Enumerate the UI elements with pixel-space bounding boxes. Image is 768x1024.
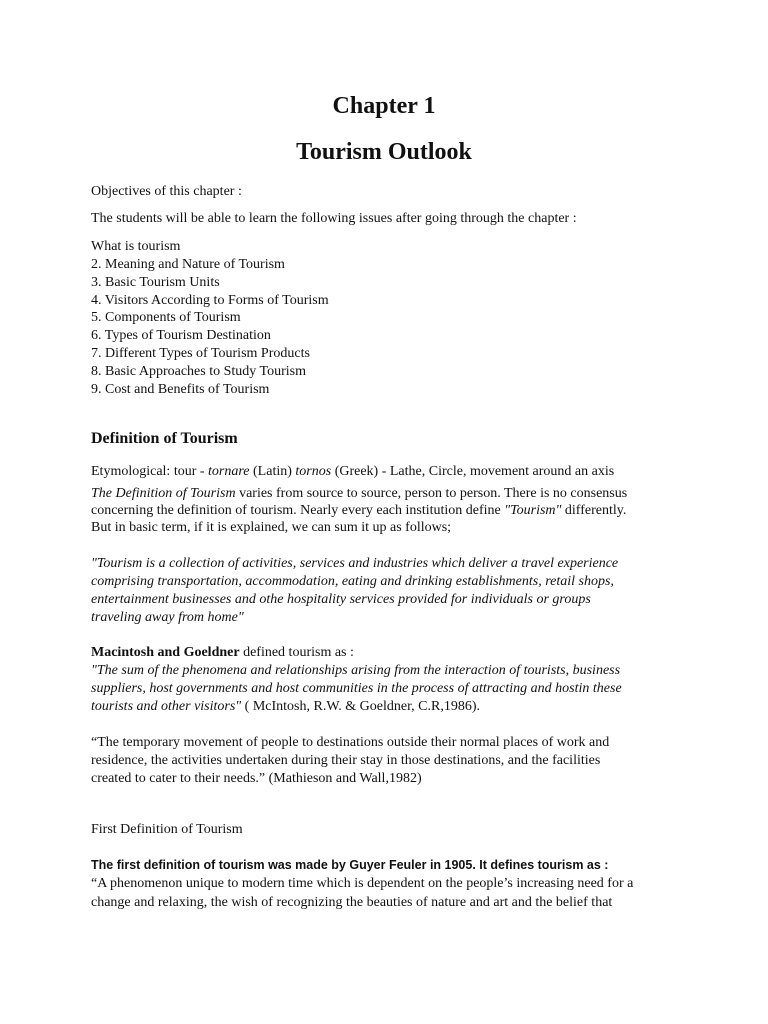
objective-item: What is tourism (91, 239, 181, 254)
etymology-line (91, 463, 614, 481)
objective-item: 3. Basic Tourism Units (91, 275, 220, 290)
quote-line: "Tourism is a collection of activities, services and industries which deliver a travel experience (91, 556, 619, 571)
definition-quoted-word: "Tourism" (504, 503, 562, 518)
citation: ( McIntosh, R.W. & Goeldner, C.R,1986). (241, 699, 481, 714)
definition-text: varies from source to source, person to person. There is no consensus (235, 486, 628, 501)
first-definition-label: First Definition of Tourism (91, 822, 243, 837)
quote-line: traveling away from home" (91, 610, 244, 625)
objective-item: 2. Meaning and Nature of Tourism (91, 257, 285, 272)
etymology-prefix: Etymological: tour - (91, 464, 209, 479)
etymology-rest: (Greek) - Lathe, Circle, movement around an axis (331, 464, 615, 479)
author-names: Macintosh and Goeldner (91, 645, 240, 660)
chapter-number: Chapter 1 (332, 93, 436, 119)
quote-line: suppliers, host governments and host communities in the process of attracting and hostin these (91, 681, 622, 696)
quote-line: created to cater to their needs.” (Mathieson and Wall,1982) (91, 771, 422, 786)
objective-item: 6. Types of Tourism Destination (91, 328, 271, 343)
quote-line-with-citation (91, 698, 480, 716)
objectives-intro: The students will be able to learn the following issues after going through the chapter : (91, 211, 577, 226)
macintosh-intro (91, 644, 354, 662)
first-definition-intro: The first definition of tourism was made by Guyer Feuler in 1905. It defines tourism as : (91, 858, 609, 872)
quote-line: comprising transportation, accommodation, eating and drinking establishments, retail shops, (91, 574, 614, 589)
quote-line: entertainment businesses and othe hospitality services provided for individuals or groups (91, 592, 591, 607)
chapter-title: Tourism Outlook (296, 139, 472, 165)
definition-paragraph-line-1 (91, 485, 627, 503)
objective-item: 9. Cost and Benefits of Tourism (91, 382, 270, 397)
objective-item: 4. Visitors According to Forms of Tourism (91, 293, 329, 308)
definition-text: differently. (561, 503, 627, 518)
etymology-latin-label: (Latin) (249, 464, 296, 479)
quote-line: change and relaxing, the wish of recognizing the beauties of nature and art and the belief that (91, 895, 613, 910)
quote-text: tourists and other visitors" (91, 699, 242, 714)
definition-paragraph-line-3: But in basic term, if it is explained, we can sum it up as follows; (91, 520, 452, 535)
quote-line: “A phenomenon unique to modern time which is dependent on the people’s increasing need for a (91, 876, 634, 891)
objective-item: 5. Components of Tourism (91, 310, 241, 325)
definition-italic-phrase: The Definition of Tourism (91, 486, 236, 501)
objective-item: 7. Different Types of Tourism Products (91, 346, 310, 361)
objective-item: 8. Basic Approaches to Study Tourism (91, 364, 306, 379)
objectives-heading: Objectives of this chapter : (91, 184, 242, 199)
macintosh-intro-text: defined tourism as : (239, 645, 354, 660)
quote-line: residence, the activities undertaken during their stay in those destinations, and the facilities (91, 753, 601, 768)
definition-paragraph-line-2 (91, 502, 626, 520)
section-heading: Definition of Tourism (91, 430, 238, 447)
definition-text: concerning the definition of tourism. Nearly every each institution define (91, 503, 505, 518)
quote-line: “The temporary movement of people to destinations outside their normal places of work and (91, 735, 610, 750)
etymology-greek-word: tornos (295, 464, 332, 479)
etymology-latin-word: tornare (208, 464, 250, 479)
quote-line: "The sum of the phenomena and relationships arising from the interaction of tourists, business (91, 663, 621, 678)
